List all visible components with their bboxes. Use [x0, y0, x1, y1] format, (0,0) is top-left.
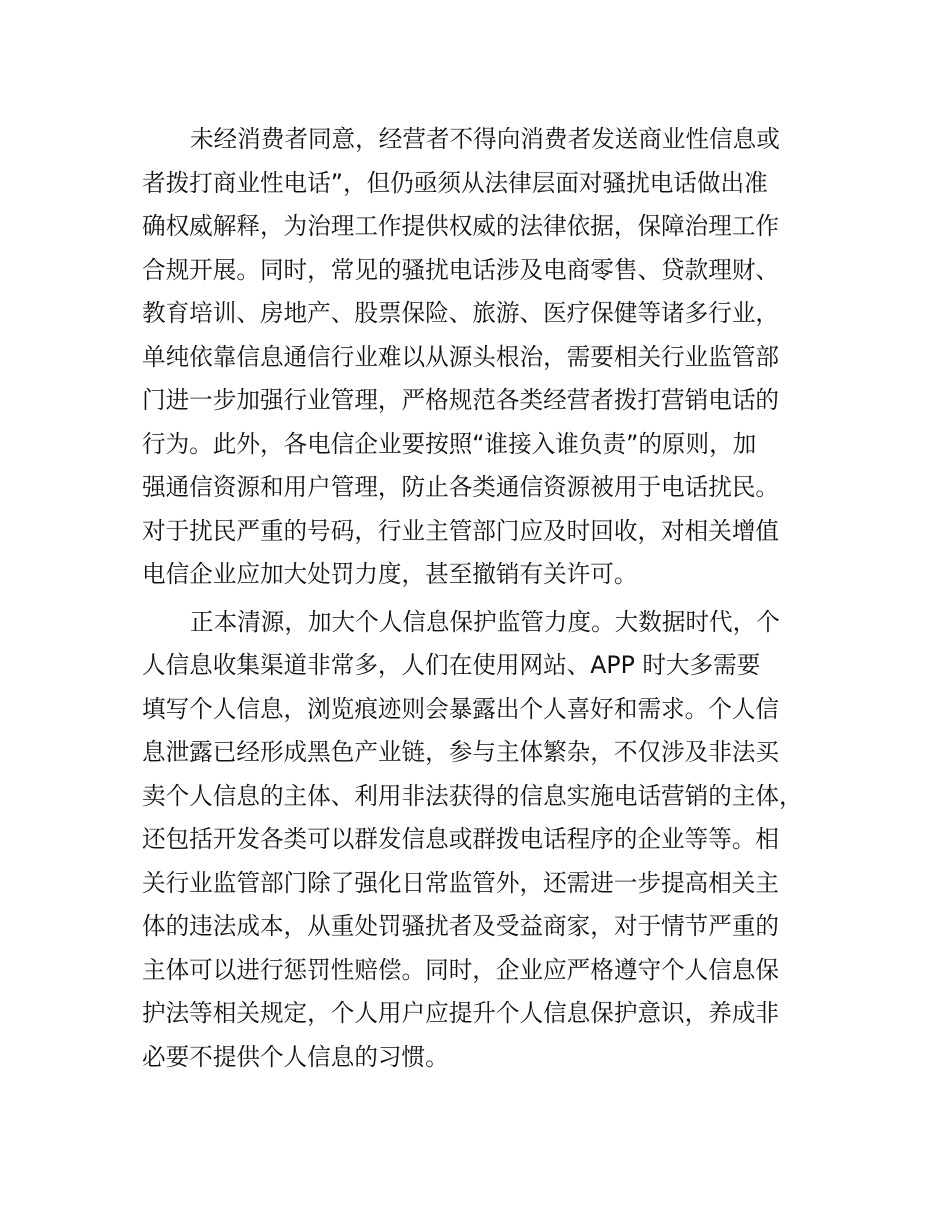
text-line: 确权威解释，为治理工作提供权威的法律依据，保障治理工作	[142, 212, 780, 240]
text-line: 未经消费者同意，经营者不得向消费者发送商业性信息或	[190, 125, 780, 153]
text-line: 正本清源，加大个人信息保护监管力度。大数据时代，个	[190, 607, 780, 636]
text-line: 电信企业应加大处罚力度，甚至撤销有关许可。	[142, 560, 638, 588]
text-line: 填写个人信息，浏览痕迹则会暴露出个人喜好和需求。个人信	[142, 694, 780, 723]
text-line: 体的违法成本，从重处罚骚扰者及受益商家，对于情节严重的	[142, 912, 780, 940]
text-line: 门进一步加强行业管理，严格规范各类经营者拨打营销电话的	[142, 386, 780, 414]
text-line: 强通信资源和用户管理，防止各类通信资源被用于电话扰民。	[142, 473, 780, 501]
text-line: 主体可以进行惩罚性赔偿。同时，企业应严格遵守个人信息保	[142, 955, 780, 984]
text-line: 护法等相关规定，个人用户应提升个人信息保护意识，养成非	[142, 999, 780, 1027]
document-page	[142, 118, 814, 1079]
text-line: 关行业监管部门除了强化日常监管外，还需进一步提高相关主	[142, 868, 780, 897]
text-line: 教育培训、房地产、股票保险、旅游、医疗保健等诸多行业，	[142, 299, 780, 327]
text-line: 行为。此外，各电信企业要按照“谁接入谁负责”的原则，加	[142, 429, 757, 458]
text-line: 卖个人信息的主体、利用非法获得的信息实施电话营销的主体，	[142, 781, 803, 810]
paragraph-personal-info-protection	[142, 601, 814, 1080]
text-line: 对于扰民严重的号码，行业主管部门应及时回收，对相关增值	[142, 516, 780, 545]
text-line: 人信息收集渠道非常多，人们在使用网站、APP 时大多需要	[142, 651, 761, 679]
text-line: 单纯依靠信息通信行业难以从源头根治，需要相关行业监管部	[142, 342, 780, 371]
paragraph-harassing-calls-governance	[142, 118, 814, 597]
text-line: 必要不提供个人信息的习惯。	[142, 1042, 449, 1071]
text-line: 还包括开发各类可以群发信息或群拨电话程序的企业等等。相	[142, 825, 780, 853]
text-line: 者拨打商业性电话”，但仍亟须从法律层面对骚扰电话做出准	[142, 168, 768, 197]
text-line: 合规开展。同时，常见的骚扰电话涉及电商零售、贷款理财、	[142, 255, 780, 284]
text-line: 息泄露已经形成黑色产业链，参与主体繁杂，不仅涉及非法买	[142, 738, 780, 766]
